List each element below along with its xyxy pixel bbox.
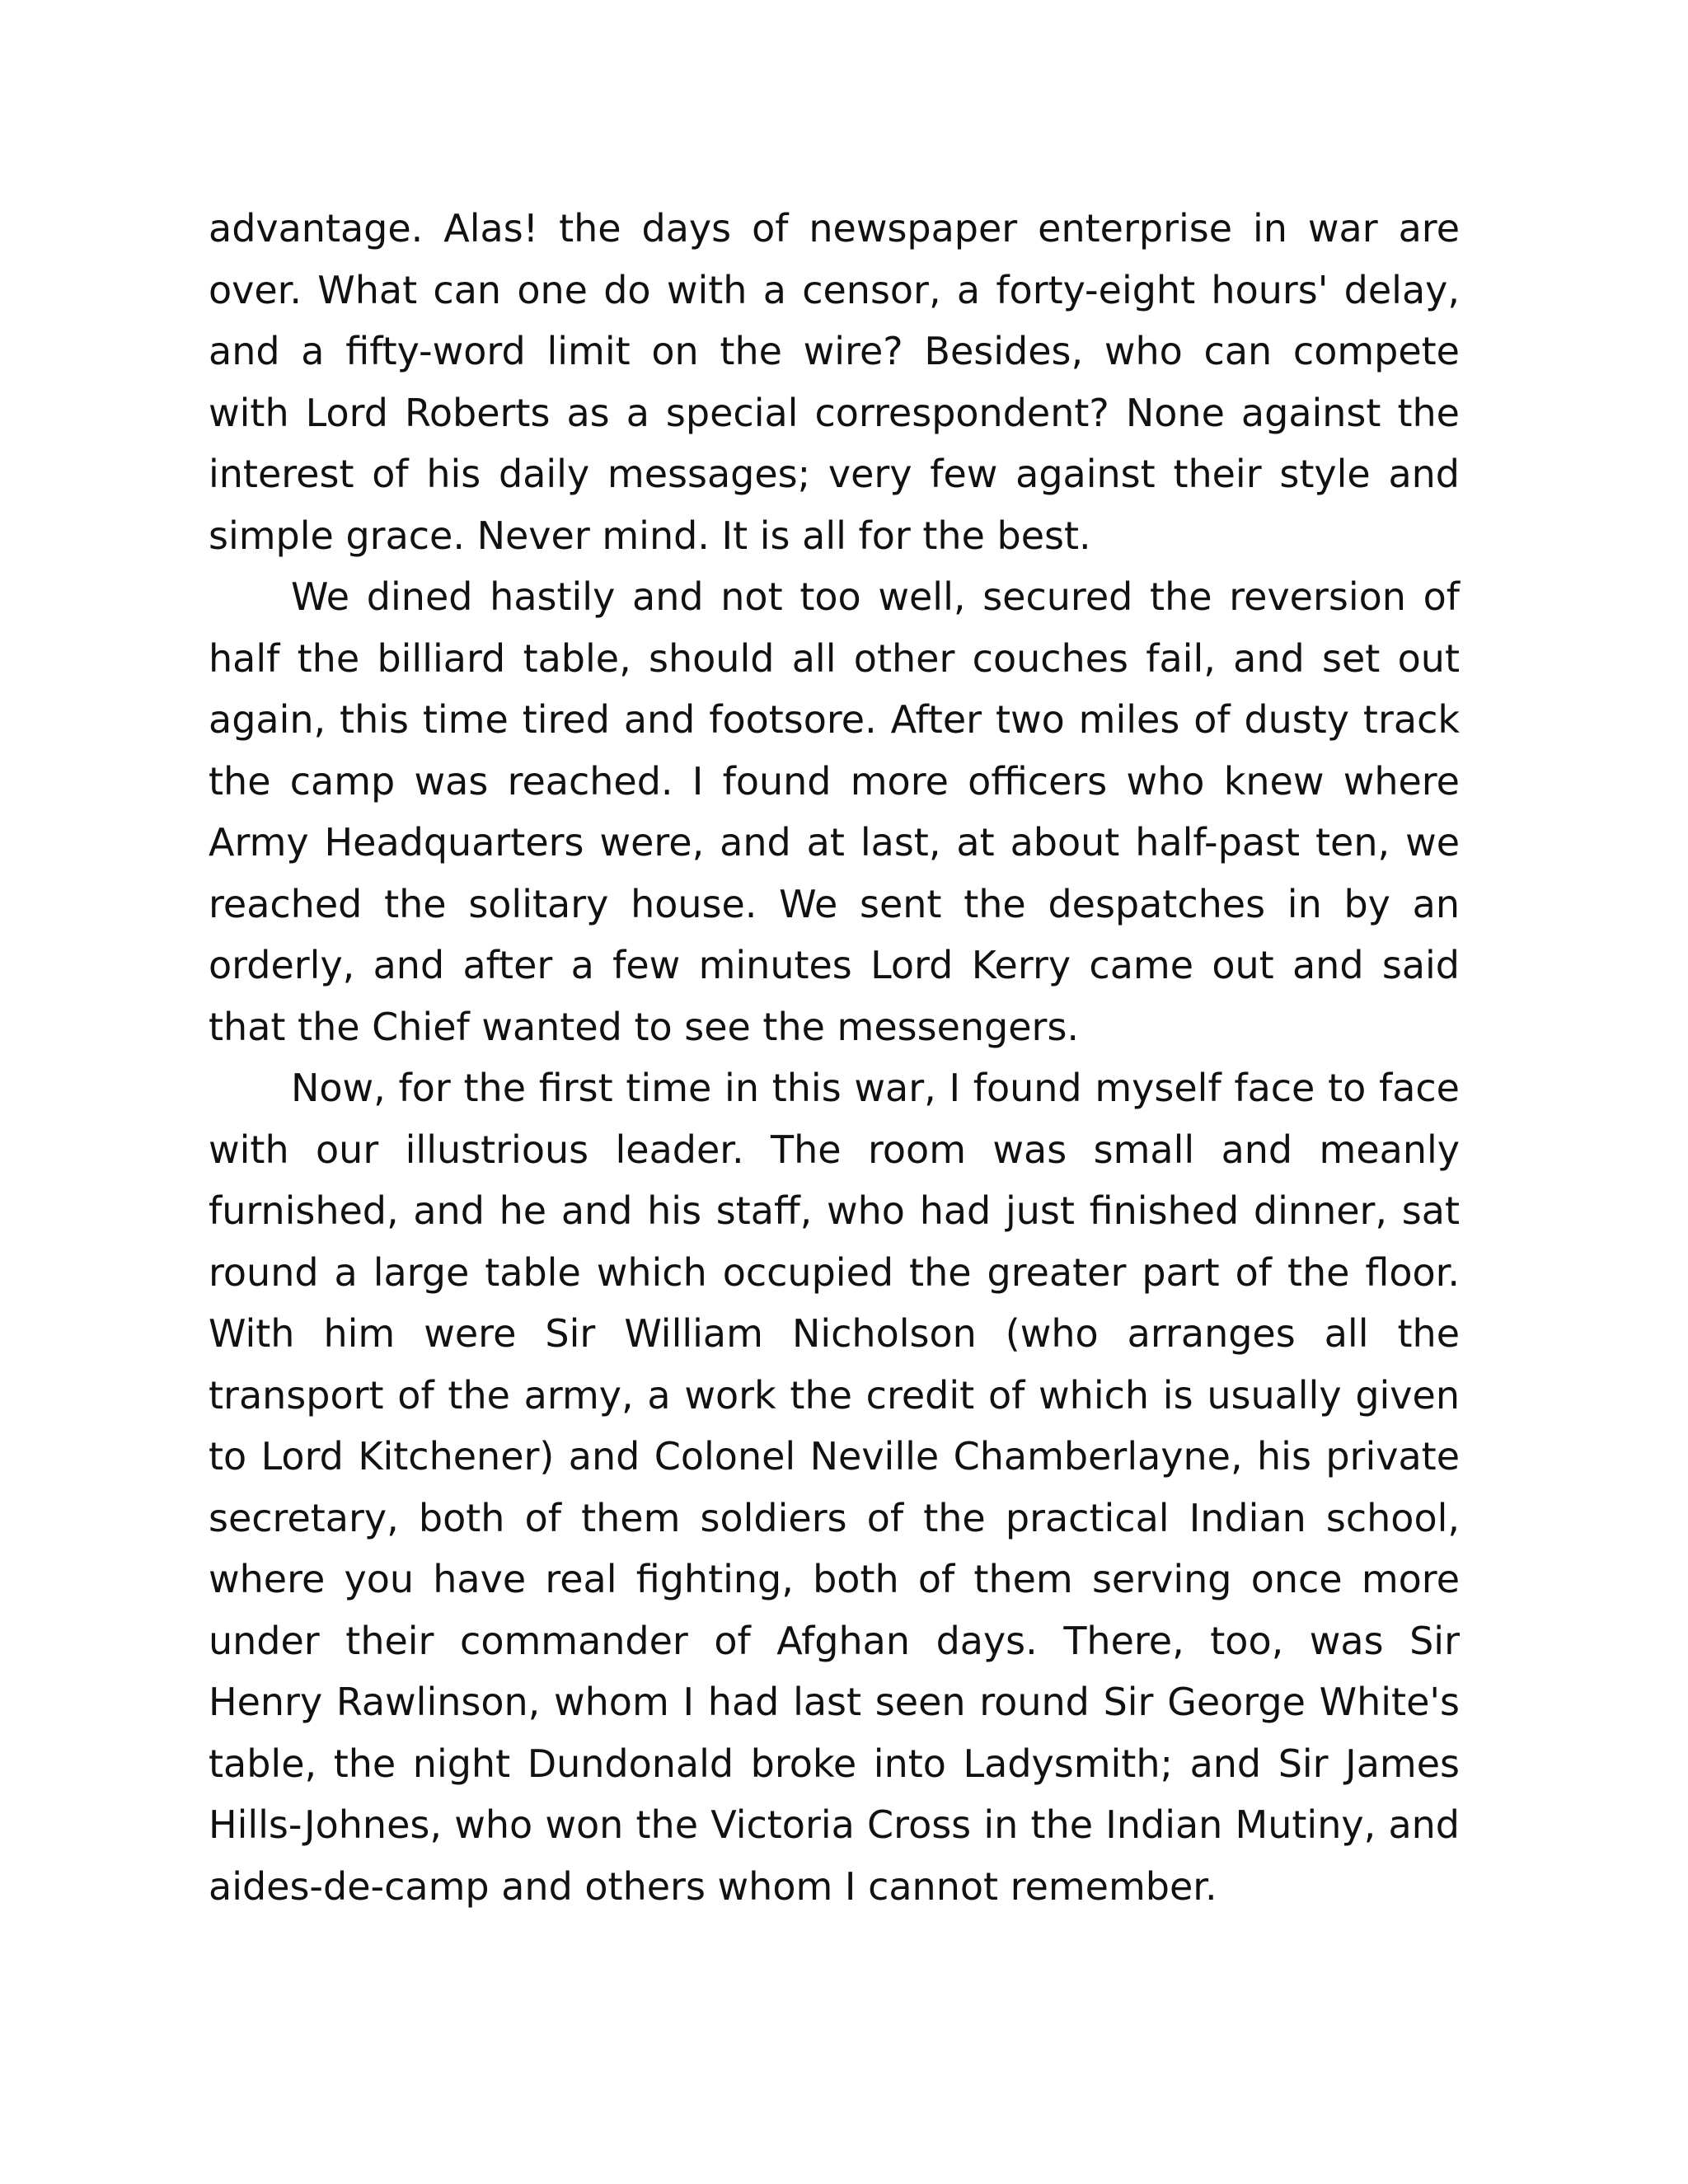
paragraph-leader: Now, for the first time in this war, I found myself face to face with our illustrious leader. The room was small and meanly furnished, and he and his staff, who had just finished dinner, sat round a large table which occupied the greater part of the floor. With him were Sir William Nicholson (who arranges all the transport of the army, a work the credit of which is usually given to Lord Kitchener) and Colonel Neville Chamberlayne, his private secretary, both of them soldiers of the practical Indian school, where you have real fighting, both of them serving once more under their commander of Afghan days. There, too, was Sir Henry Rawlinson, whom I had last seen round Sir George White's table, the night Dundonald broke into Ladysmith; and Sir James Hills-Johnes, who won the Victoria Cross in the Indian Mutiny, and aides-de-camp and others whom I cannot remember.: [209, 1066, 1460, 1909]
paragraph-continued: advantage. Alas! the days of newspaper enterprise in war are over. What can one do with a censor, a forty-eight hours' delay, and a fifty-word limit on the wire? Besides, who can compete with Lord Roberts as a special correspondent? None against the interest of his daily messages; very few against their style and simple grace. Never mind. It is all for the best.: [209, 206, 1460, 558]
paragraph-dinner: We dined hastily and not too well, secured the reversion of half the billiard table, should all other couches fail, and set out again, this time tired and footsore. After two miles of dusty track the camp was reached. I found more officers who knew where Army Headquarters were, and at last, at about half-past ten, we reached the solitary house. We sent the despatches in by an orderly, and after a few minutes Lord Kerry came out and said that the Chief wanted to see the messengers.: [209, 574, 1460, 1049]
body-text: [209, 198, 1460, 1917]
